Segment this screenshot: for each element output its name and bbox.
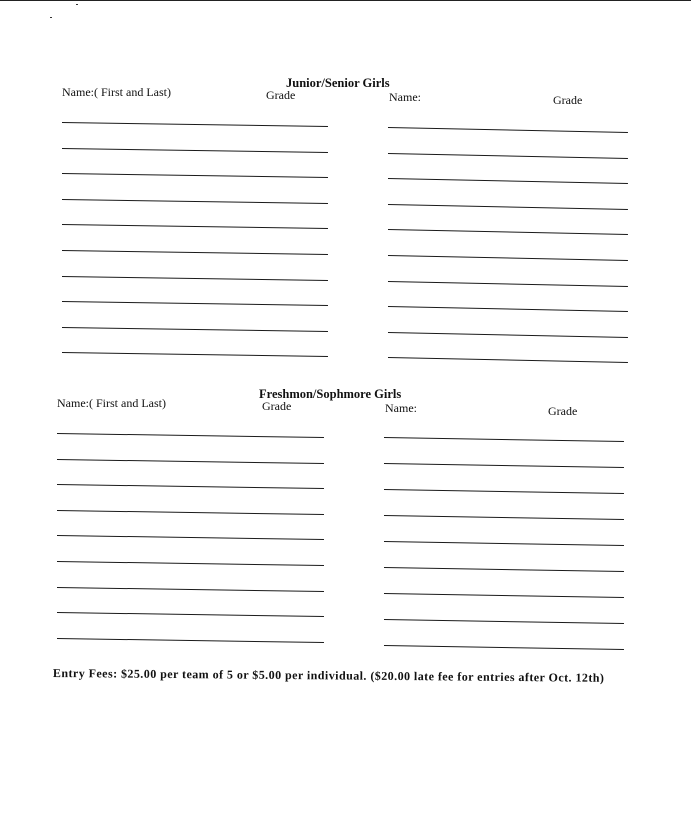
left-entry-line — [57, 459, 324, 464]
right-name-header: Name: — [389, 90, 421, 104]
left-entry-line — [57, 535, 324, 540]
right-entry-line — [384, 515, 624, 520]
right-entry-line — [388, 127, 628, 133]
left-entry-line — [62, 148, 328, 153]
right-entry-line — [388, 306, 628, 312]
right-grade-header: Grade — [548, 404, 578, 418]
top-border-line — [0, 0, 691, 1]
right-entry-line — [388, 281, 628, 287]
right-name-header: Name: — [385, 401, 417, 415]
section-title: Freshmon/Sophmore Girls — [259, 387, 402, 401]
left-entry-line — [62, 276, 328, 281]
left-entry-line — [57, 510, 324, 515]
scan-speck — [50, 17, 52, 18]
scan-speck — [76, 4, 78, 5]
right-entry-line — [388, 178, 628, 184]
right-entry-line — [384, 645, 624, 650]
left-entry-line — [57, 433, 324, 438]
left-entry-line — [62, 224, 328, 229]
right-entry-line — [388, 357, 628, 363]
left-entry-line — [57, 638, 324, 643]
right-entry-line — [388, 204, 628, 210]
left-entry-line — [62, 352, 328, 357]
right-entry-line — [384, 489, 624, 494]
left-entry-line — [62, 327, 328, 332]
right-entry-line — [384, 567, 624, 572]
left-entry-line — [62, 301, 328, 306]
left-entry-line — [57, 587, 324, 592]
right-entry-line — [388, 229, 628, 235]
right-entry-line — [384, 541, 624, 546]
left-entry-line — [57, 561, 324, 566]
left-name-header: Name:( First and Last) — [57, 396, 166, 410]
left-entry-line — [62, 173, 328, 178]
right-entry-line — [384, 437, 624, 442]
left-name-header: Name:( First and Last) — [62, 85, 171, 99]
right-grade-header: Grade — [553, 93, 583, 107]
left-entry-line — [57, 484, 324, 489]
left-grade-header: Grade — [266, 88, 296, 102]
left-entry-line — [62, 199, 328, 204]
right-entry-line — [388, 332, 628, 338]
right-entry-line — [388, 255, 628, 261]
right-entry-line — [384, 619, 624, 624]
left-grade-header: Grade — [262, 399, 292, 413]
entry-fees-note: Entry Fees: $25.00 per team of 5 or $5.00 per individual. ($20.00 late fee for entries after Oct. 12th) — [52, 666, 605, 685]
right-entry-line — [384, 593, 624, 598]
left-entry-line — [62, 250, 328, 255]
right-entry-line — [388, 153, 628, 159]
right-entry-line — [384, 463, 624, 468]
left-entry-line — [57, 612, 324, 617]
left-entry-line — [62, 122, 328, 127]
section-title: Junior/Senior Girls — [286, 76, 390, 90]
